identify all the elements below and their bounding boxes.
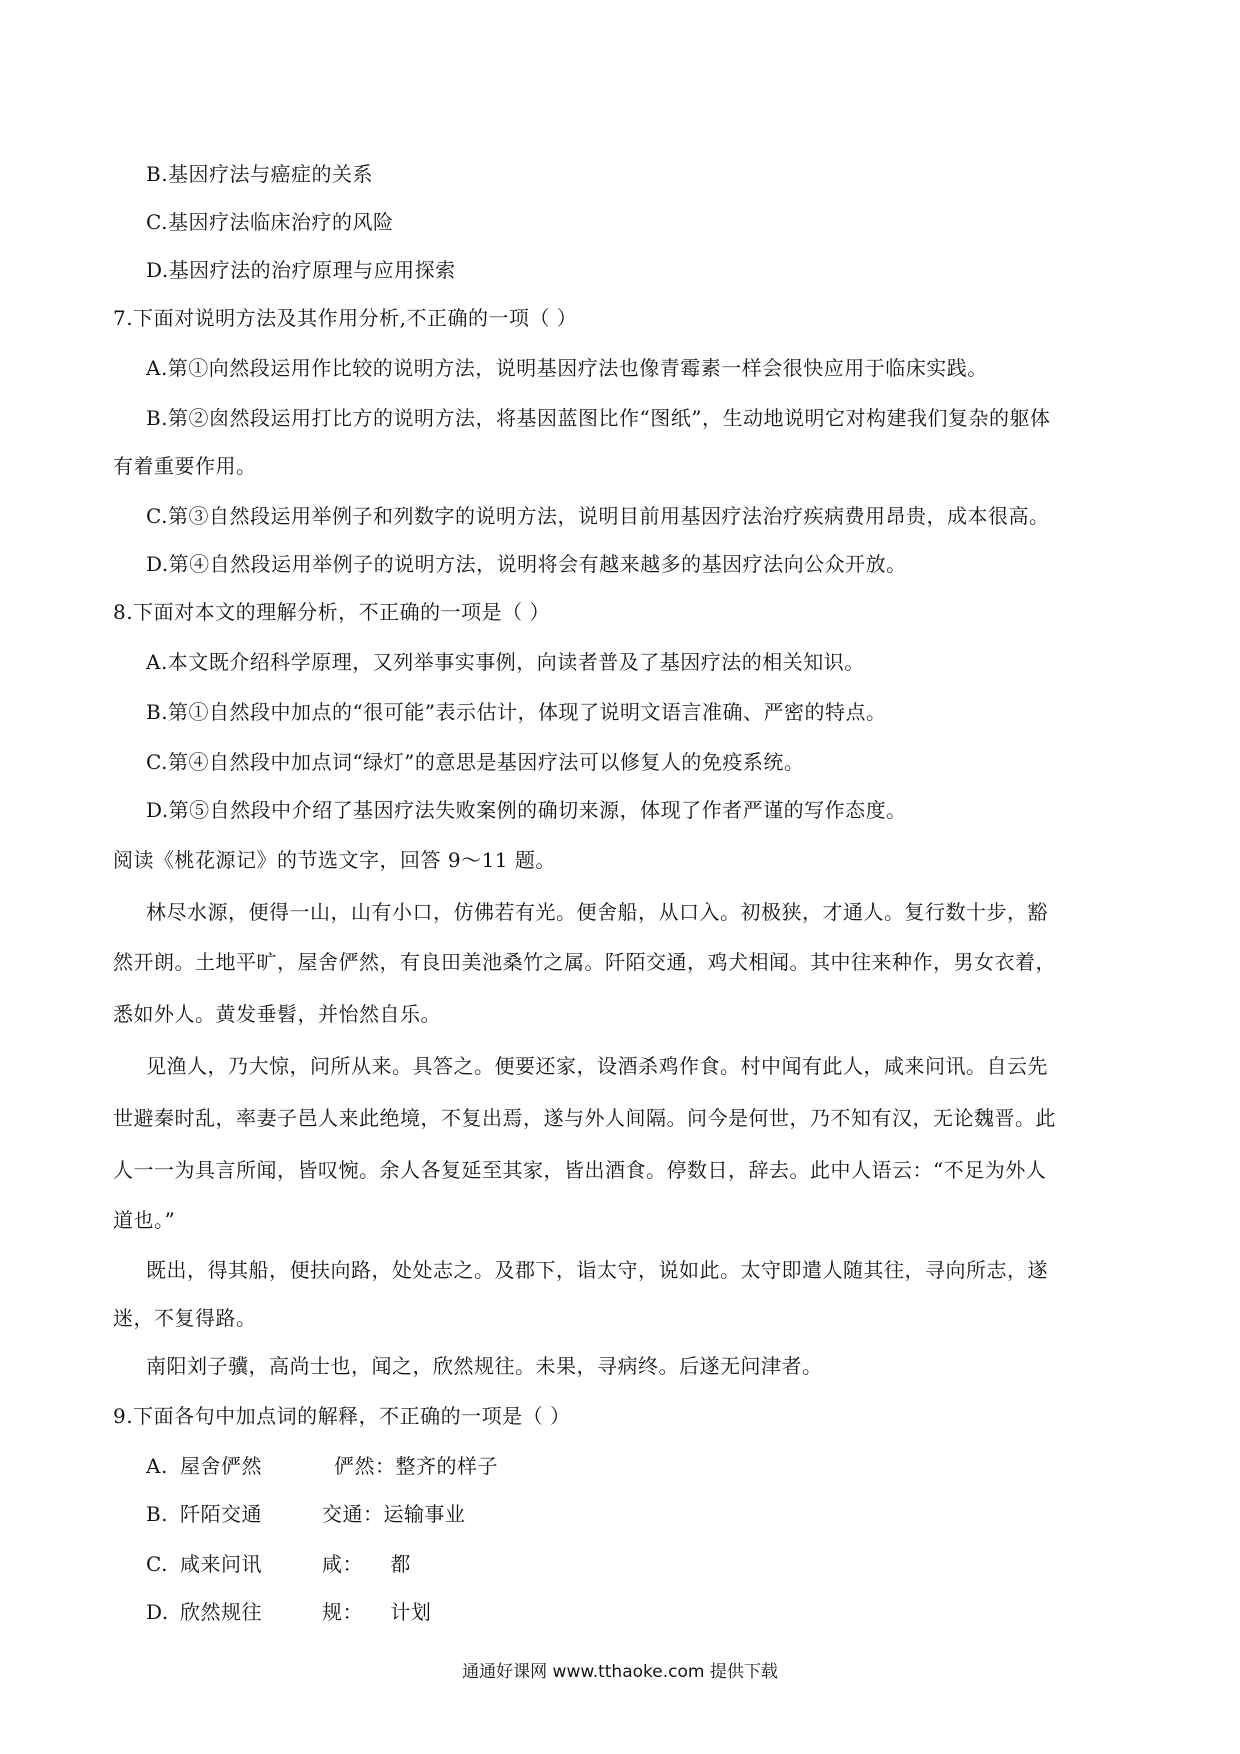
q8-option-b: B.第①自然段中加点的“很可能”表示估计，体现了说明文语言准确、严密的特点。 [146, 700, 887, 724]
q7-option-a: A.第①向然段运用作比较的说明方法，说明基因疗法也像青霉素一样会很快应用于临床实践。 [146, 356, 988, 380]
q7-option-b: B.第②囱然段运用打比方的说明方法，将基因蓝图比作“图纸”，生动地说明它对构建我们复杂的躯体 [146, 406, 1051, 430]
q9-option-letter: A. [146, 1454, 168, 1478]
q9-option-letter: C. [146, 1552, 168, 1576]
q7-option-d: D.第④自然段运用举例子的说明方法，说明将会有越来越多的基因疗法向公众开放。 [146, 552, 907, 576]
passage-p2-line4: 道也。” [113, 1208, 176, 1232]
q9-option-phrase: 阡陌交通 [180, 1502, 262, 1526]
q8-stem: 8.下面对本文的理解分析，不正确的一项是（ ） [113, 600, 550, 624]
passage-p4-line1: 南阳刘子骥，高尚士也，闻之，欣然规往。未果，寻病终。后遂无问津者。 [146, 1354, 823, 1378]
q8-option-a: A.本文既介绍科学原理，又列举事实事例，向读者普及了基因疗法的相关知识。 [146, 650, 865, 674]
q9-option-gloss: 俨然：整齐的样子 [334, 1454, 498, 1478]
page-footer: 通通好课网 www.tthaoke.com 提供下载 [462, 1662, 778, 1682]
q8-option-c: C.第④自然段中加点词“绿灯”的意思是基因疗法可以修复人的免疫系统。 [146, 750, 805, 774]
q9-option-gloss: 咸： 都 [322, 1552, 411, 1576]
q8-option-d: D.第⑤自然段中介绍了基因疗法失败案例的确切来源，体现了作者严谨的写作态度。 [146, 798, 907, 822]
q6-option-d: D.基因疗法的治疗原理与应用探索 [146, 258, 456, 282]
q6-option-b: B.基因疗法与癌症的关系 [146, 162, 374, 186]
q9-option-phrase: 咸来问讯 [180, 1552, 262, 1576]
passage-p1-line2: 然开朗。土地平旷，屋舍俨然，有良田美池桑竹之属。阡陌交通，鸡犬相闻。其中往来种作，男女衣着， [113, 950, 1056, 974]
q9-option-letter: B. [146, 1502, 169, 1526]
passage-p3-line1: 既出，得其船，便扶向路，处处志之。及郡下，诣太守，说如此。太守即遣人随其往，寻向所志，遂 [146, 1258, 1048, 1282]
q9-option-letter: D. [146, 1600, 169, 1624]
q6-option-c: C.基因疗法临床治疗的风险 [146, 210, 394, 234]
q9-option-gloss: 交通：运输事业 [322, 1502, 466, 1526]
passage-p1-line1: 林尽水源，便得一山，山有小口，仿佛若有光。便舍船，从口入。初极狭，才通人。复行数十步，豁 [146, 900, 1048, 924]
q7-option-b-continued: 有着重要作用。 [113, 454, 257, 478]
q7-option-c: C.第③自然段运用举例子和列数字的说明方法，说明目前用基因疗法治疗疾病费用昂贵，成本很高。 [146, 504, 1050, 528]
passage-p2-line1: 见渔人，乃大惊，问所从来。具答之。便要还家，设酒杀鸡作食。村中闻有此人，咸来问讯。自云先 [146, 1054, 1048, 1078]
reading-intro: 阅读《桃花源记》的节选文字，回答 9～11 题。 [113, 848, 556, 872]
q7-stem: 7.下面对说明方法及其作用分析,不正确的一项（ ） [113, 306, 578, 330]
q9-stem: 9.下面各句中加点词的解释，不正确的一项是（ ） [113, 1404, 571, 1428]
q9-option-phrase: 欣然规往 [180, 1600, 262, 1624]
q9-option-phrase: 屋舍俨然 [180, 1454, 262, 1478]
passage-p2-line3: 人一一为具言所闻，皆叹惋。余人各复延至其家，皆出酒食。停数日，辞去。此中人语云：“不足为外人 [113, 1158, 1047, 1182]
passage-p2-line2: 世避秦时乱，率妻子邑人来此绝境，不复出焉，遂与外人间隔。问今是何世，乃不知有汉，无论魏晋。此 [113, 1106, 1056, 1130]
passage-p3-line2: 迷，不复得路。 [113, 1306, 257, 1330]
q9-option-gloss: 规： 计划 [322, 1600, 432, 1624]
passage-p1-line3: 悉如外人。黄发垂髫，并怡然自乐。 [113, 1002, 441, 1026]
